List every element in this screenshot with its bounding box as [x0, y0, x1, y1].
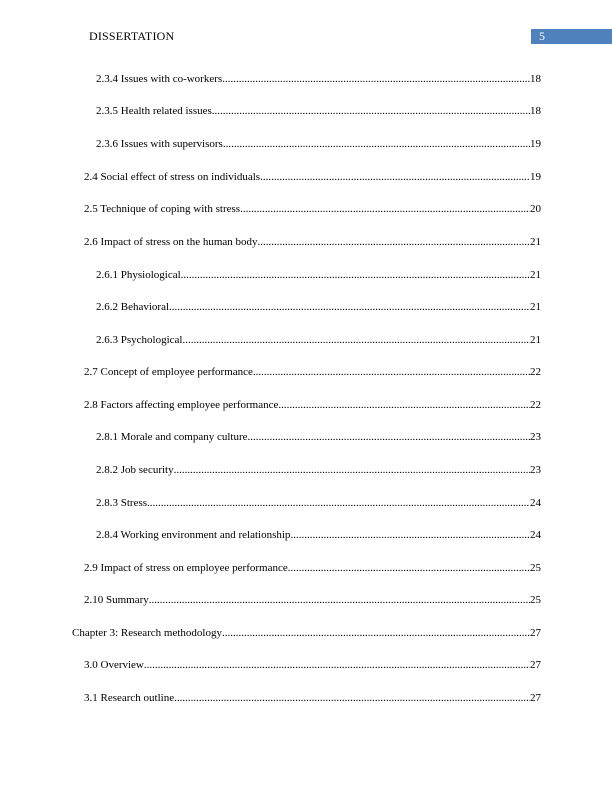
toc-dot-leader [240, 202, 530, 216]
toc-entry-label: Chapter 3: Research methodology [72, 627, 222, 639]
toc-dot-leader [174, 463, 530, 477]
toc-dot-leader [147, 496, 530, 510]
toc-entry[interactable] [84, 170, 541, 184]
toc-entry-label: 2.5 Technique of coping with stress [84, 203, 241, 215]
toc-entry[interactable] [84, 691, 541, 705]
toc-entry[interactable] [96, 137, 541, 151]
toc-entry-page: 21 [530, 301, 541, 313]
toc-entry[interactable] [84, 235, 541, 249]
toc-dot-leader [290, 528, 530, 542]
toc-entry-label: 2.8.2 Job security [96, 464, 174, 476]
toc-entry-page: 22 [530, 399, 541, 411]
running-header-title: DISSERTATION [89, 29, 175, 43]
toc-entry-label: 2.6.3 Psychological [96, 334, 183, 346]
toc-entry[interactable] [84, 365, 541, 379]
toc-entry-page: 18 [530, 105, 541, 117]
toc-entry-page: 25 [530, 594, 541, 606]
toc-dot-leader [144, 658, 530, 672]
toc-dot-leader [174, 691, 530, 705]
toc-dot-leader [288, 561, 530, 575]
toc-entry-label: 2.6.1 Physiological [96, 269, 181, 281]
toc-entry[interactable] [96, 496, 541, 510]
toc-entry-page: 21 [530, 269, 541, 281]
toc-entry[interactable] [96, 463, 541, 477]
toc-entry-label: 2.3.6 Issues with supervisors [96, 138, 223, 150]
toc-entry-page: 21 [530, 334, 541, 346]
toc-entry-label: 2.10 Summary [84, 594, 149, 606]
toc-entry-label: 2.3.5 Health related issues [96, 105, 212, 117]
toc-entry-page: 24 [530, 529, 541, 541]
toc-dot-leader [223, 137, 530, 151]
toc-dot-leader [181, 268, 530, 282]
toc-entry-page: 22 [530, 366, 541, 378]
toc-entry[interactable] [72, 626, 541, 640]
toc-entry-label: 2.9 Impact of stress on employee performance [84, 562, 288, 574]
toc-dot-leader [248, 430, 530, 444]
toc-entry-label: 2.3.4 Issues with co-workers [96, 73, 223, 85]
toc-entry[interactable] [96, 72, 541, 86]
toc-entry-page: 21 [530, 236, 541, 248]
toc-dot-leader [222, 72, 530, 86]
toc-entry[interactable] [84, 561, 541, 575]
toc-entry[interactable] [84, 593, 541, 607]
toc-entry[interactable] [84, 658, 541, 672]
page-number: 5 [539, 29, 545, 43]
toc-entry-label: 3.1 Research outline [84, 692, 175, 704]
toc-entry-page: 27 [530, 659, 541, 671]
toc-entry-page: 23 [530, 464, 541, 476]
toc-entry-label: 2.8.1 Morale and company culture [96, 431, 248, 443]
toc-entry[interactable] [96, 333, 541, 347]
toc-entry-label: 2.8.4 Working environment and relationship [96, 529, 291, 541]
toc-entry-label: 2.7 Concept of employee performance [84, 366, 253, 378]
toc-entry-page: 18 [530, 73, 541, 85]
toc-dot-leader [253, 365, 530, 379]
toc-dot-leader [260, 170, 530, 184]
toc-entry-label: 3.0 Overview [84, 659, 144, 671]
toc-entry-label: 2.8.3 Stress [96, 497, 148, 509]
toc-entry-page: 23 [530, 431, 541, 443]
toc-dot-leader [222, 626, 530, 640]
toc-dot-leader [212, 104, 530, 118]
toc-dot-leader [149, 593, 530, 607]
toc-entry[interactable] [96, 430, 541, 444]
toc-dot-leader [258, 235, 530, 249]
toc-entry-label: 2.8 Factors affecting employee performance [84, 399, 279, 411]
toc-entry-label: 2.4 Social effect of stress on individuals [84, 171, 261, 183]
toc-entry[interactable] [96, 300, 541, 314]
toc-entry-page: 27 [530, 692, 541, 704]
toc-entry-page: 25 [530, 562, 541, 574]
toc-entry-page: 27 [530, 627, 541, 639]
toc-entry-label: 2.6 Impact of stress on the human body [84, 236, 258, 248]
toc-entry[interactable] [96, 104, 541, 118]
toc-dot-leader [278, 398, 530, 412]
toc-entry-page: 24 [530, 497, 541, 509]
toc-dot-leader [169, 300, 530, 314]
page-number-badge [531, 29, 612, 44]
toc-dot-leader [182, 333, 530, 347]
toc-entry-page: 19 [530, 171, 541, 183]
toc-entry[interactable] [96, 268, 541, 282]
toc-entry[interactable] [84, 202, 541, 216]
toc-entry-label: 2.6.2 Behavioral [96, 301, 170, 313]
toc-entry[interactable] [84, 398, 541, 412]
toc-entry-page: 20 [530, 203, 541, 215]
toc-entry-page: 19 [530, 138, 541, 150]
toc-entry[interactable] [96, 528, 541, 542]
